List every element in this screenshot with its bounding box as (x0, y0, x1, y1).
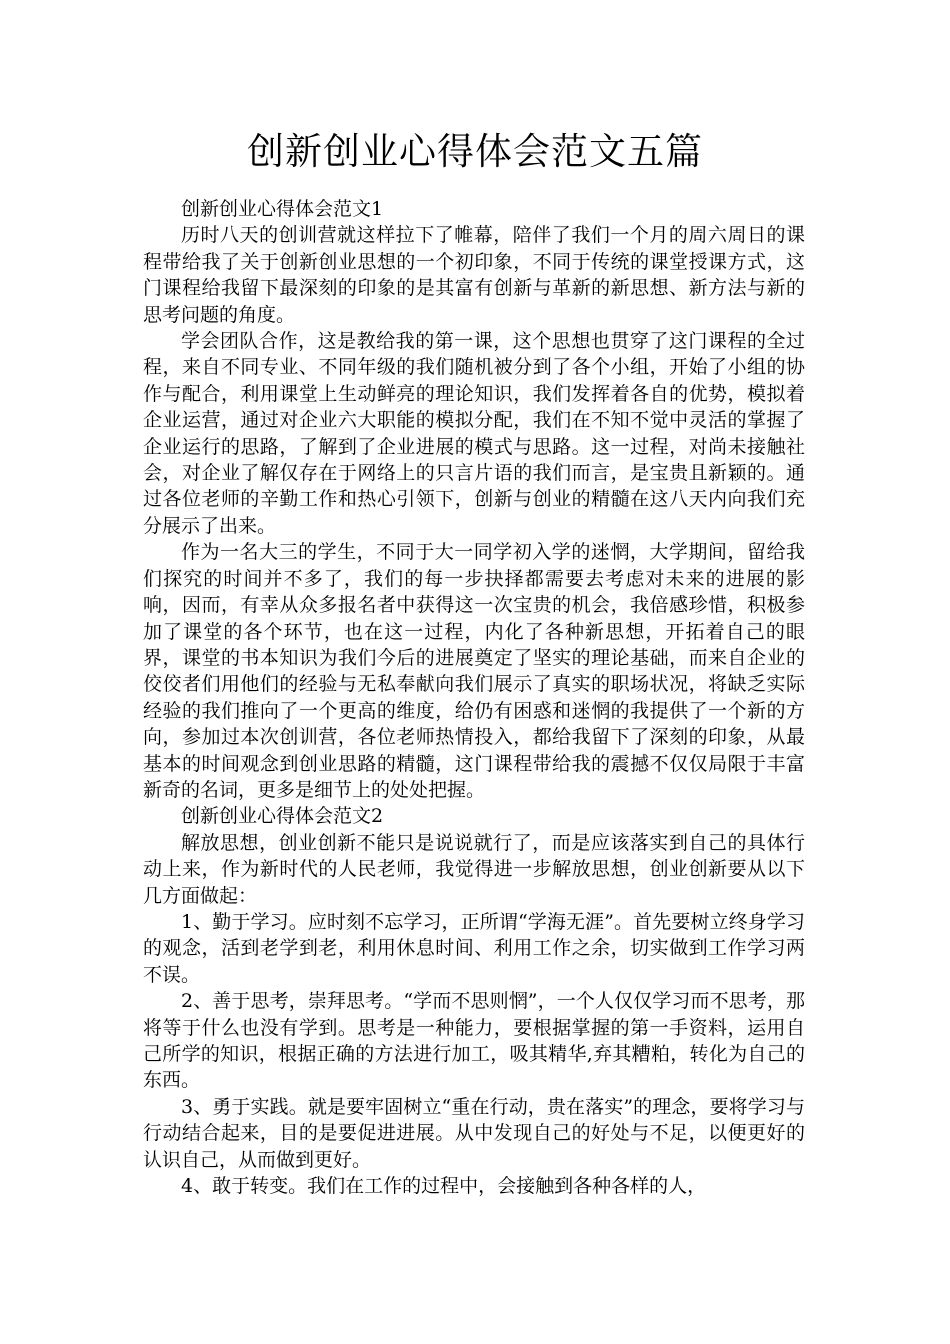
document-body (143, 196, 805, 1199)
paragraph: 历时八天的创训营就这样拉下了帷幕，陪伴了我们一个月的周六周日的课程带给我了关于创新创业思想的一个初印象，不同于传统的课堂授课方式，这门课程给我留下最深刻的印象的是其富有创新与革新的新思想、新方法与新的思考问题的角度。 (143, 224, 805, 326)
paragraph: 学会团队合作，这是教给我的第一课，这个思想也贯穿了这门课程的全过程，来自不同专业、不同年级的我们随机被分到了各个小组，开始了小组的协作与配合，利用课堂上生动鲜亮的理论知识，我们发挥着各自的优势，模拟着企业运营，通过对企业六大职能的模拟分配，我们在不知不觉中灵活的掌握了企业运行的思路，了解到了企业进展的模式与思路。这一过程，对尚未接触社会，对企业了解仅存在于网络上的只言片语的我们而言，是宝贵且新颖的。通过各位老师的辛勤工作和热心引领下，创新与创业的精髓在这八天内向我们充分展示了出来。 (143, 330, 805, 537)
document-title: 创新创业心得体会范文五篇 (247, 130, 703, 173)
paragraph: 作为一名大三的学生，不同于大一同学初入学的迷惘，大学期间，留给我们探究的时间并不多了，我们的每一步抉择都需要去考虑对未来的进展的影响，因而，有幸从众多报名者中获得这一次宝贵的机会，我倍感珍惜，积极参加了课堂的各个环节，也在这一过程，内化了各种新思想，开拓着自己的眼界，课堂的书本知识为我们今后的进展奠定了坚实的理论基础，而来自企业的佼佼者们用他们的经验与无私奉献向我们展示了真实的职场状况，将缺乏实际经验的我们推向了一个更高的维度，给仍有困惑和迷惘的我提供了一个新的方向，参加过本次创训营，各位老师热情投入，都给我留下了深刻的印象，从最基本的时间观念到创业思路的精髓，这门课程带给我的震撼不仅仅局限于丰富新奇的名词，更多是细节上的处处把握。 (143, 541, 805, 801)
section-heading: 创新创业心得体会范文2 (181, 805, 384, 828)
paragraph: 1、勤于学习。应时刻不忘学习，正所谓“学海无涯”。首先要树立终身学习的观念，活到老学到老，利用休息时间、利用工作之余，切实做到工作学习两不误。 (143, 910, 805, 986)
paragraph: 4、敢于转变。我们在工作的过程中，会接触到各种各样的人， (181, 1175, 707, 1198)
paragraph: 2、善于思考，崇拜思考。“学而不思则惘”，一个人仅仅学习而不思考，那将等于什么也没有学到。思考是一种能力，要根据掌握的第一手资料，运用自己所学的知识，根据正确的方法进行加工，吸其精华,弃其糟粕，转化为自己的东西。 (143, 990, 805, 1092)
paragraph: 3、勇于实践。就是要牢固树立“重在行动，贵在落实”的理念，要将学习与行动结合起来，目的是要促进进展。从中发现自己的好处与不足，以便更好的认识自己，从而做到更好。 (143, 1095, 805, 1171)
paragraph: 解放思想，创业创新不能只是说说就行了，而是应该落实到自己的具体行动上来，作为新时代的人民老师，我觉得进一步解放思想，创业创新要从以下几方面做起： (143, 831, 805, 907)
section-heading: 创新创业心得体会范文1 (181, 198, 384, 220)
